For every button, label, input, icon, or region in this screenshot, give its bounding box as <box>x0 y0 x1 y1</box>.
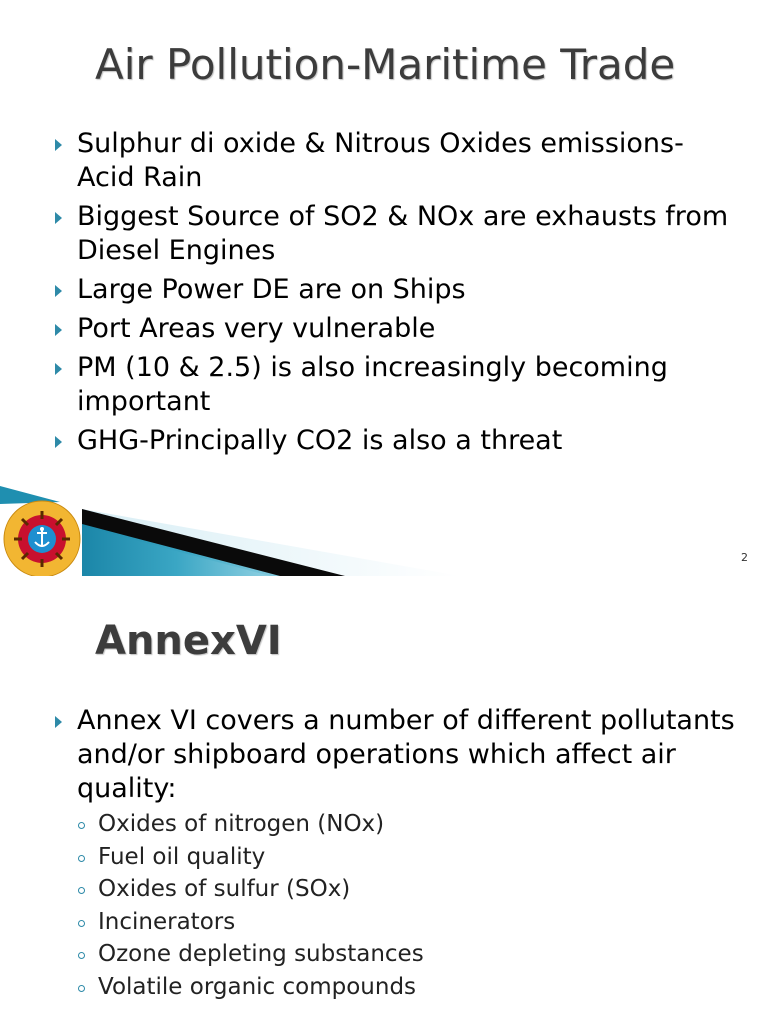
bullet-item <box>0 424 768 458</box>
sub-bullet-item <box>77 841 738 874</box>
logo <box>0 500 84 576</box>
slide-title: Air Pollution-Maritime Trade <box>95 40 676 89</box>
sub-bullet-text: Fuel oil quality <box>98 843 266 870</box>
page-number: 2 <box>741 551 748 564</box>
bullet-text: Large Power DE are on Ships <box>77 274 466 305</box>
bullet-text: GHG-Principally CO2 is also a threat <box>77 425 563 456</box>
bullet-text: PM (10 & 2.5) is also increasingly becoming important <box>77 352 668 417</box>
bullet-arrow-icon <box>55 139 62 151</box>
bullet-text: Annex VI covers a number of different pollutants and/or shipboard operations which affect air quality: <box>77 705 735 804</box>
bullet-list <box>0 127 768 463</box>
bullet-text: Biggest Source of SO2 & NOx are exhausts from Diesel Engines <box>77 201 729 266</box>
sub-bullet-text: Oxides of sulfur (SOx) <box>98 876 351 903</box>
bullet-list <box>0 704 768 1009</box>
sub-bullet-text: Incinerators <box>98 908 236 935</box>
circle-bullet-icon <box>78 952 85 959</box>
sub-bullet-text: Oxides of nitrogen (NOx) <box>98 811 385 837</box>
sub-bullet-item <box>77 906 738 939</box>
bullet-text: Sulphur di oxide & Nitrous Oxides emissions-Acid Rain <box>77 128 684 193</box>
sub-bullet-list <box>77 808 738 1004</box>
sub-bullet-text: Volatile organic compounds <box>98 973 417 1000</box>
sub-bullet-item <box>77 873 738 906</box>
sub-bullet-item <box>77 938 738 971</box>
slide-annex-vi <box>0 576 768 1024</box>
sub-bullet-text: Ozone depleting substances <box>98 941 424 968</box>
circle-bullet-icon <box>78 920 85 927</box>
bullet-item <box>0 273 768 307</box>
bullet-arrow-icon <box>55 212 62 224</box>
sub-bullet-item <box>77 808 738 841</box>
bullet-arrow-icon <box>55 716 62 728</box>
slide-title: AnnexVI <box>95 618 282 664</box>
bullet-arrow-icon <box>55 436 62 448</box>
circle-bullet-icon <box>78 887 85 894</box>
bullet-arrow-icon <box>55 363 62 375</box>
bullet-item <box>0 127 768 195</box>
bullet-arrow-icon <box>55 285 62 297</box>
bullet-arrow-icon <box>55 324 62 336</box>
circle-bullet-icon <box>78 822 85 829</box>
bullet-item <box>0 200 768 268</box>
sub-bullet-item <box>77 971 738 1004</box>
circle-bullet-icon <box>78 855 85 862</box>
bullet-item <box>0 704 768 1004</box>
bullet-item <box>0 351 768 419</box>
bullet-item <box>0 312 768 346</box>
bullet-text: Port Areas very vulnerable <box>77 313 436 344</box>
circle-bullet-icon <box>78 985 85 992</box>
footer-decoration <box>0 484 768 576</box>
